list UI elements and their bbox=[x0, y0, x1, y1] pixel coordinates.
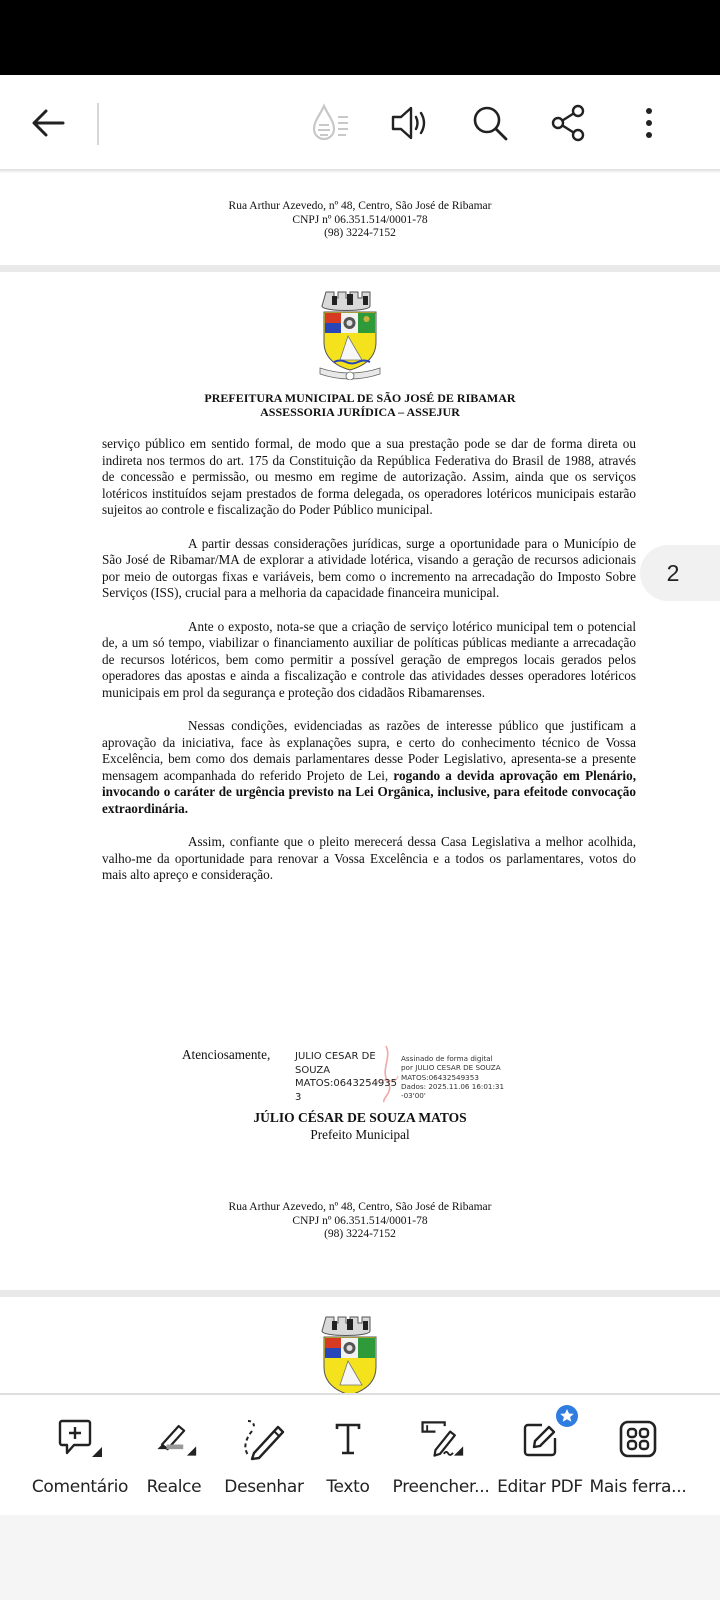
tool-label: Mais ferra... bbox=[589, 1477, 687, 1497]
header-line-2: ASSESSORIA JURÍDICA – ASSEJUR bbox=[260, 404, 460, 419]
signer-name: JÚLIO CÉSAR DE SOUZA MATOS bbox=[253, 1110, 467, 1125]
paragraph-2: A partir dessas considerações jurídicas, surge a oportunidade para o Município de São José de Ribamar/MA de explorar a atividade lotérica, visando a geração de recursos adicionais por meio de outorgas fixas e variáveis, bem como o incremento na arrecadação do Imposto Sobre Serviços (ISS), crucial para a melhoria da capacidade financeira municipal. bbox=[102, 535, 636, 601]
system-navigation-area bbox=[0, 1515, 720, 1600]
read-aloud-icon[interactable] bbox=[386, 99, 434, 147]
toolbar-divider bbox=[97, 103, 99, 145]
municipal-crest-logo bbox=[318, 288, 382, 380]
top-app-bar bbox=[0, 75, 720, 171]
paragraph-5: Assim, confiante que o pleito merecerá dessa Casa Legislativa a melhor acolhida, valho-me da oportunidade para renovar a Vossa Excelência e a todos os parlamentares, votos do mais alto apreço e consideração. bbox=[102, 834, 636, 883]
municipal-crest-logo bbox=[318, 1313, 382, 1393]
comment-add-icon bbox=[56, 1417, 104, 1461]
detail-line-2: por JULIO CESAR DE SOUZA bbox=[401, 1063, 501, 1073]
detail-line-5: -03'00' bbox=[401, 1091, 426, 1101]
detail-line-3: MATOS:06432549353 bbox=[401, 1072, 479, 1082]
digital-signature-details bbox=[401, 1054, 511, 1100]
page-footer bbox=[0, 200, 720, 241]
back-arrow-icon[interactable] bbox=[24, 99, 72, 147]
footer-cnpj: CNPJ nº 06.351.514/0001-78 bbox=[292, 1214, 428, 1227]
tool-label: Texto bbox=[326, 1477, 370, 1497]
tool-more-tools[interactable] bbox=[590, 1395, 686, 1517]
status-bar bbox=[0, 0, 720, 75]
paragraph-1: serviço público em sentido formal, de modo que a sua prestação pode se dar de forma direta ou indireta nos termos do art. 175 da Constituição da República Federativa do Brasil de 1988, através de concessão e permissão, ou mesmo em regime de autorização. Assim, ainda que os serviços lotéricos instituídos sejam prestados de forma delegada, os operadores lotéricos municipais estarão sujeitos ao controle e fiscalização do Poder Público municipal. bbox=[102, 436, 636, 518]
tool-draw[interactable] bbox=[218, 1395, 310, 1517]
tool-label: Realce bbox=[146, 1477, 202, 1497]
tool-text[interactable] bbox=[318, 1395, 378, 1517]
bottom-toolbar bbox=[0, 1393, 720, 1515]
document-header bbox=[0, 392, 720, 419]
tool-fill-sign[interactable] bbox=[390, 1395, 492, 1517]
text-icon bbox=[324, 1417, 372, 1461]
footer-address: Rua Arthur Azevedo, nº 48, Centro, São José de Ribamar bbox=[228, 200, 492, 212]
footer-phone: (98) 3224-7152 bbox=[324, 227, 396, 239]
share-icon[interactable] bbox=[545, 99, 593, 147]
search-icon[interactable] bbox=[466, 99, 514, 147]
fill-sign-icon bbox=[417, 1417, 465, 1461]
pdf-page-3 bbox=[0, 1297, 720, 1393]
paragraph-4-text: Nessas condições, evidenciadas as razões de interesse público que justificam a aprovação da iniciativa, face às explanações supra, e certo do conhecimento técnico de Vossa Excelência, bem como dos demais parlamentares desse Poder Legislativo, apresenta-se a presente mensagem acompanhada do referido Projeto de Lei, bbox=[102, 718, 636, 783]
cert-line-3: MATOS:0643254935 bbox=[295, 1078, 398, 1089]
detail-line-1: Assinado de forma digital bbox=[401, 1054, 493, 1063]
cert-line-4: 3 bbox=[295, 1091, 302, 1103]
new-feature-star-badge-icon bbox=[556, 1405, 578, 1427]
header-line-1: PREFEITURA MUNICIPAL DE SÃO JOSÉ DE RIBAMAR bbox=[204, 391, 516, 405]
footer-phone: (98) 3224-7152 bbox=[324, 1228, 396, 1240]
signer-role: Prefeito Municipal bbox=[310, 1127, 410, 1142]
tool-label: Desenhar bbox=[224, 1477, 304, 1497]
footer-cnpj: CNPJ nº 06.351.514/0001-78 bbox=[292, 213, 428, 226]
more-tools-grid-icon bbox=[614, 1417, 662, 1461]
tool-edit-pdf[interactable] bbox=[494, 1395, 586, 1517]
tool-label: Preencher... bbox=[392, 1477, 490, 1497]
document-body bbox=[102, 436, 636, 901]
page-footer bbox=[0, 1201, 720, 1242]
draw-pen-icon bbox=[240, 1417, 288, 1461]
detail-line-4: Dados: 2025.11.06 16:01:31 bbox=[401, 1081, 505, 1091]
closing-text: Atenciosamente, bbox=[182, 1047, 271, 1062]
document-viewer[interactable] bbox=[0, 173, 720, 1393]
cert-line-1: JULIO CESAR DE bbox=[295, 1051, 376, 1062]
edit-pdf-icon bbox=[516, 1417, 564, 1461]
paragraph-3: Ante o exposto, nota-se que a criação de serviço lotérico municipal tem o potencial de, a um só tempo, viabilizar o financiamento auxiliar de políticas públicas mediante a arrecadação de recursos lotéricos, bem como permitir a possível geração de empregos locais gerados pelos operadores das apostas e ainda a fiscalização e controle das atividades desses operadores lotéricos municipais em prol da segurança e proteção dos cidadãos Ribamarenses. bbox=[102, 618, 636, 700]
tool-highlight[interactable] bbox=[136, 1395, 212, 1517]
pdf-page-1 bbox=[0, 173, 720, 265]
more-options-icon[interactable] bbox=[625, 99, 673, 147]
cert-line-2: SOUZA bbox=[295, 1064, 331, 1076]
paragraph-4 bbox=[102, 718, 636, 818]
page-number-indicator[interactable]: 2 bbox=[640, 545, 720, 601]
highlighter-icon bbox=[150, 1417, 198, 1461]
pdf-page-2 bbox=[0, 272, 720, 1290]
tool-label: Editar PDF bbox=[497, 1477, 583, 1497]
footer-address: Rua Arthur Azevedo, nº 48, Centro, São José de Ribamar bbox=[228, 1201, 492, 1213]
liquid-mode-icon[interactable] bbox=[307, 99, 355, 147]
digital-signature-certificate[interactable] bbox=[295, 1050, 398, 1104]
paragraph-4-bold-text: rogando a devida aprovação em Plenário, invocando o caráter de urgência previsto na Lei Orgânica, inclusive, para efeitode convocação extraordinária. bbox=[102, 767, 636, 817]
tool-label: Comentário bbox=[31, 1477, 129, 1497]
tool-comment[interactable] bbox=[30, 1395, 130, 1517]
